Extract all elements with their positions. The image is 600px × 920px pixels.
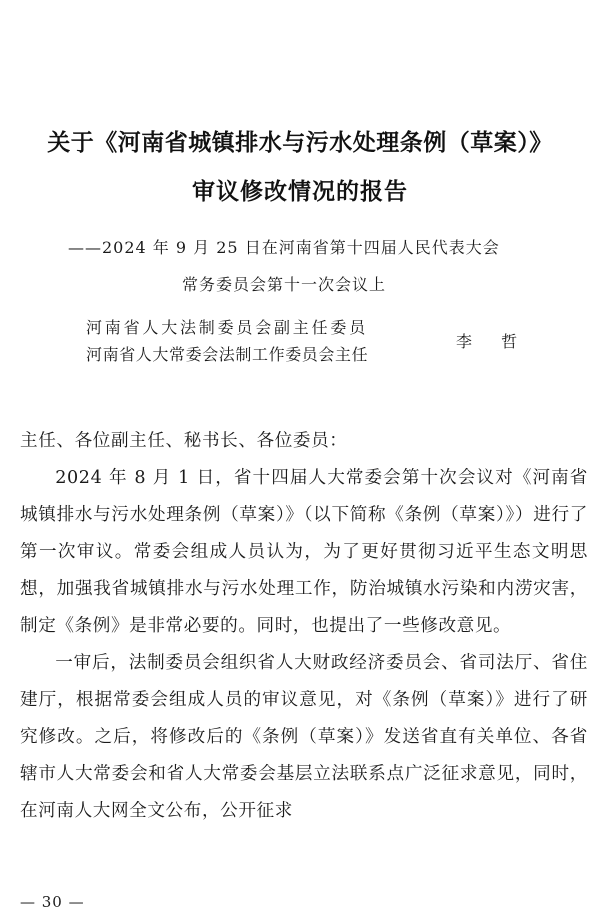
signatory-name: 李 哲: [456, 332, 530, 351]
signatory-title-1: 河南省人大法制委员会副主任委员: [86, 318, 369, 337]
report-body: [20, 423, 588, 830]
body-paragraph-2: 一审后，法制委员会组织省人大财政经济委员会、省司法厅、省住建厅，根据常委会组成人员的审议意见，对《条例（草案）》进行了研究修改。之后，将修改后的《条例（草案）》发送省直有关单位、各省辖市人大常委会和省人大常委会基层立法联系点广泛征求意见，同时，在河南人大网全文公布，公开征求: [20, 653, 588, 821]
document-title-line-1: 关于《河南省城镇排水与污水处理条例（草案）》: [47, 130, 553, 156]
meeting-name-line: 常务委员会第十一次会议上: [182, 275, 387, 294]
meeting-date-line: ——2024 年 9 月 25 日在河南省第十四届人民代表大会: [68, 238, 500, 257]
signature-block: [86, 315, 546, 371]
document-title-line-2: 审议修改情况的报告: [192, 179, 408, 205]
salutation: 主任、各位副主任、秘书长、各位委员：: [20, 431, 348, 451]
page-number: — 30 —: [20, 893, 85, 911]
body-paragraph-1: 2024 年 8 月 1 日，省十四届人大常委会第十次会议对《河南省城镇排水与污水处理条例（草案）》（以下简称《条例（草案）》）进行了第一次审议。常委会组成人员认为，为了更好贯彻习近平生态文明思想，加强我省城镇排水与污水处理工作，防治城镇水污染和内涝灾害，制定《条例》是非常必要的。同时，也提出了一些修改意见。: [20, 468, 588, 636]
signatory-title-2: 河南省人大常委会法制工作委员会主任: [86, 345, 369, 364]
